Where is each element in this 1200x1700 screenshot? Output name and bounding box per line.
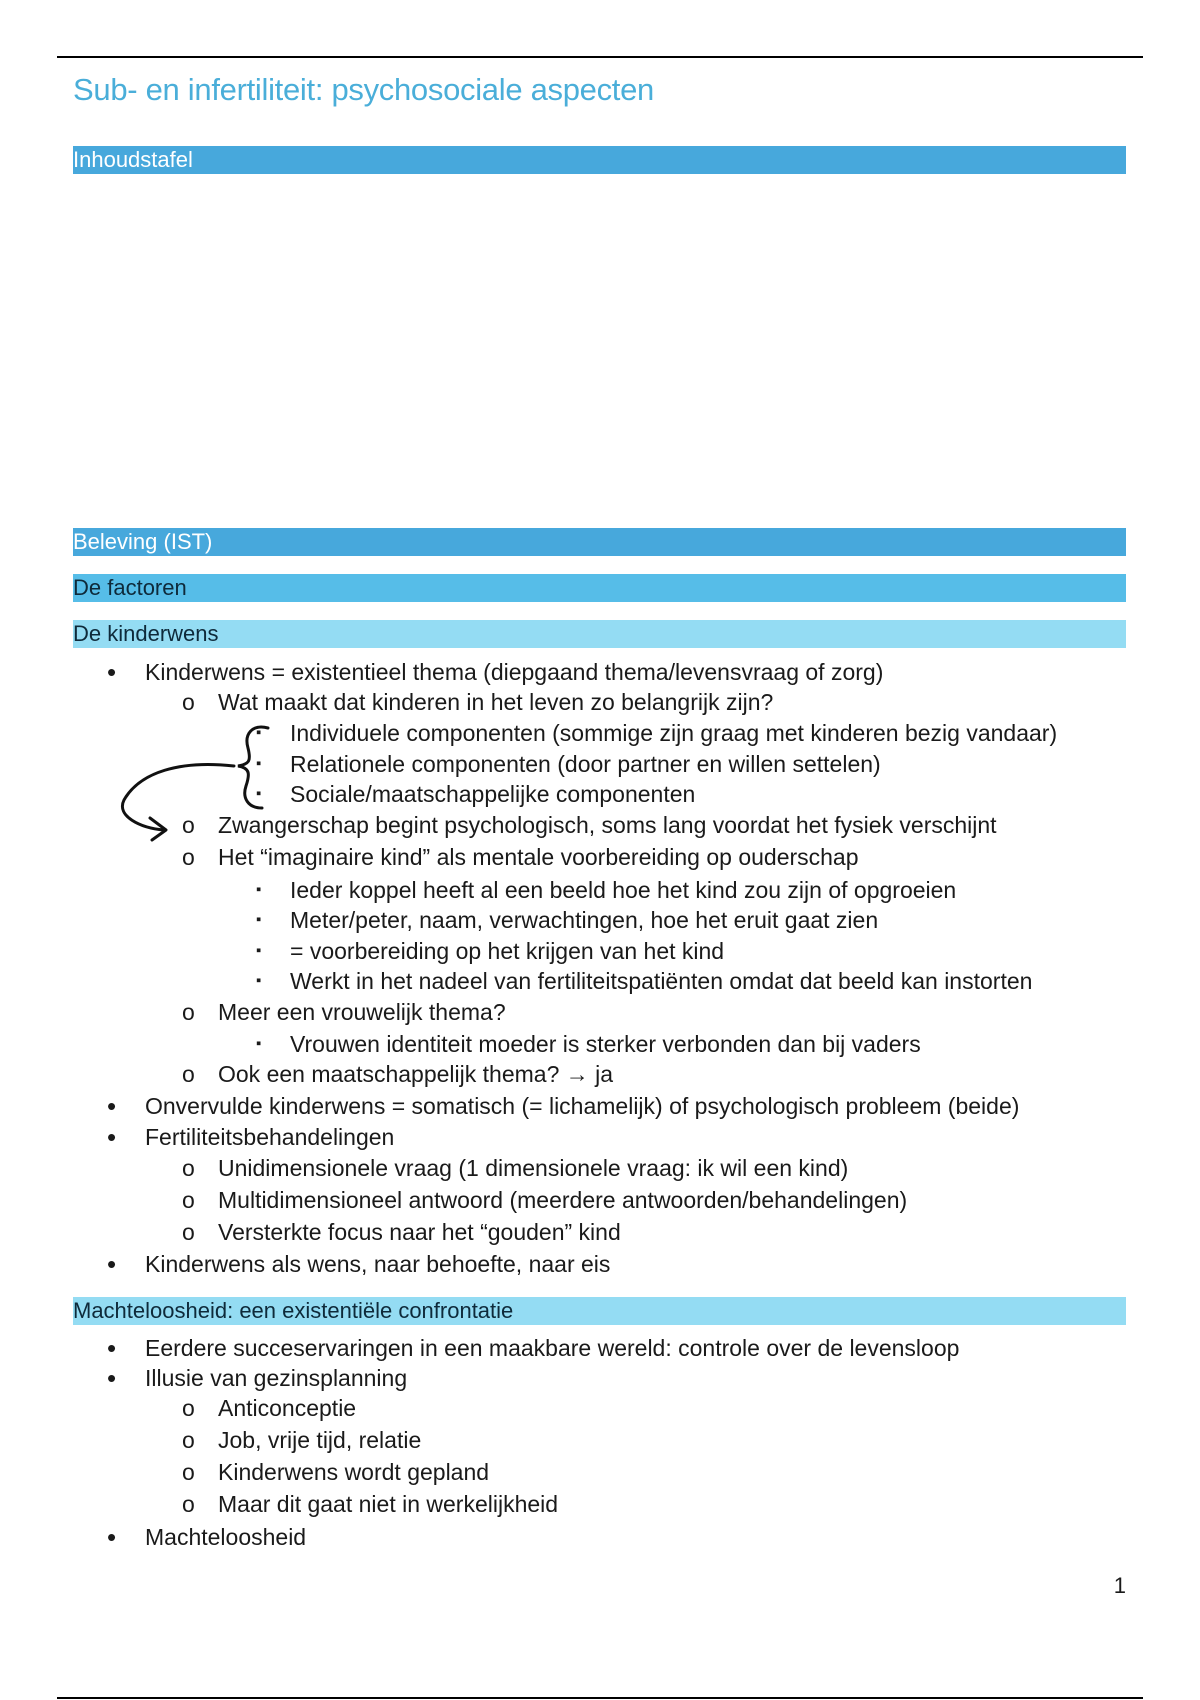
heading-inhoudstafel: Inhoudstafel — [73, 146, 1126, 174]
circle-marker: o — [182, 1427, 195, 1453]
heading-beleving: Beleving (IST) — [73, 528, 1126, 556]
list-item: Zwangerschap begint psychologisch, soms lang voordat het fysiek verschijnt — [218, 812, 997, 838]
list-item: Individuele componenten (sommige zijn graag met kinderen bezig vandaar) — [290, 720, 1058, 746]
heading-machteloosheid: Machteloosheid: een existentiële confrontatie — [73, 1297, 1126, 1325]
heading-kinderwens: De kinderwens — [73, 620, 1126, 648]
list-item: Vrouwen identiteit moeder is sterker verbonden dan bij vaders — [290, 1031, 921, 1057]
circle-marker: o — [182, 689, 195, 715]
square-marker: ▪ — [256, 881, 262, 898]
square-marker: ▪ — [256, 1035, 262, 1052]
list-item: Werkt in het nadeel van fertiliteitspatiënten omdat dat beeld kan instorten — [290, 968, 1033, 994]
list-item: Sociale/maatschappelijke componenten — [290, 781, 696, 807]
square-marker: ▪ — [256, 785, 262, 802]
circle-marker: o — [182, 1219, 195, 1245]
circle-marker: o — [182, 999, 195, 1025]
list-item: Eerdere succeservaringen in een maakbare wereld: controle over de levensloop — [145, 1335, 960, 1361]
square-marker: ▪ — [256, 972, 262, 989]
circle-marker: o — [182, 1491, 195, 1517]
bullet-marker: • — [107, 657, 117, 687]
square-marker: ▪ — [256, 724, 262, 741]
square-marker: ▪ — [256, 911, 262, 928]
list-item: Job, vrije tijd, relatie — [218, 1427, 422, 1453]
list-item: Multidimensioneel antwoord (meerdere antwoorden/behandelingen) — [218, 1187, 908, 1213]
list-item: Unidimensionele vraag (1 dimensionele vraag: ik wil een kind) — [218, 1155, 849, 1181]
list-item: Wat maakt dat kinderen in het leven zo belangrijk zijn? — [218, 689, 774, 715]
circle-marker: o — [182, 1395, 195, 1421]
bullet-marker: • — [107, 1091, 117, 1121]
circle-marker: o — [182, 812, 195, 838]
list-item: Ieder koppel heeft al een beeld hoe het kind zou zijn of opgroeien — [290, 877, 957, 903]
list-item: Ook een maatschappelijk thema? → ja — [218, 1061, 614, 1087]
curved-arrow — [122, 764, 234, 830]
list-item: Versterkte focus naar het “gouden” kind — [218, 1219, 621, 1245]
circle-marker: o — [182, 1187, 195, 1213]
bottom-rule — [57, 1697, 1143, 1699]
handwritten-annotation — [0, 0, 300, 860]
list-item: Illusie van gezinsplanning — [145, 1365, 408, 1391]
list-item: Kinderwens als wens, naar behoefte, naar eis — [145, 1251, 611, 1277]
circle-marker: o — [182, 844, 195, 870]
square-marker: ▪ — [256, 942, 262, 959]
list-item: Meer een vrouwelijk thema? — [218, 999, 506, 1025]
list-item: Onvervulde kinderwens = somatisch (= lichamelijk) of psychologisch probleem (beide) — [145, 1093, 1020, 1119]
circle-marker: o — [182, 1459, 195, 1485]
list-item: Maar dit gaat niet in werkelijkheid — [218, 1491, 559, 1517]
heading-factoren: De factoren — [73, 574, 1126, 602]
circle-marker: o — [182, 1155, 195, 1181]
bullet-marker: • — [107, 1522, 117, 1552]
bullet-marker: • — [107, 1333, 117, 1363]
list-item: = voorbereiding op het krijgen van het kind — [290, 938, 725, 964]
list-item: Relationele componenten (door partner en willen settelen) — [290, 751, 881, 777]
list-item: Machteloosheid — [145, 1524, 307, 1550]
bullet-marker: • — [107, 1122, 117, 1152]
document-title: Sub- en infertiliteit: psychosociale aspecten — [73, 72, 654, 107]
list-item: Anticonceptie — [218, 1395, 357, 1421]
list-item: Kinderwens = existentieel thema (diepgaand thema/levensvraag of zorg) — [145, 659, 884, 685]
list-item: Kinderwens wordt gepland — [218, 1459, 490, 1485]
brace-mark — [238, 727, 268, 808]
bullet-marker: • — [107, 1363, 117, 1393]
list-item: Fertiliteitsbehandelingen — [145, 1124, 395, 1150]
list-item: Meter/peter, naam, verwachtingen, hoe het eruit gaat zien — [290, 907, 879, 933]
square-marker: ▪ — [256, 755, 262, 772]
bullet-marker: • — [107, 1249, 117, 1279]
list-item: Het “imaginaire kind” als mentale voorbereiding op ouderschap — [218, 844, 859, 870]
page-number: 1 — [1113, 1573, 1126, 1598]
circle-marker: o — [182, 1061, 195, 1087]
